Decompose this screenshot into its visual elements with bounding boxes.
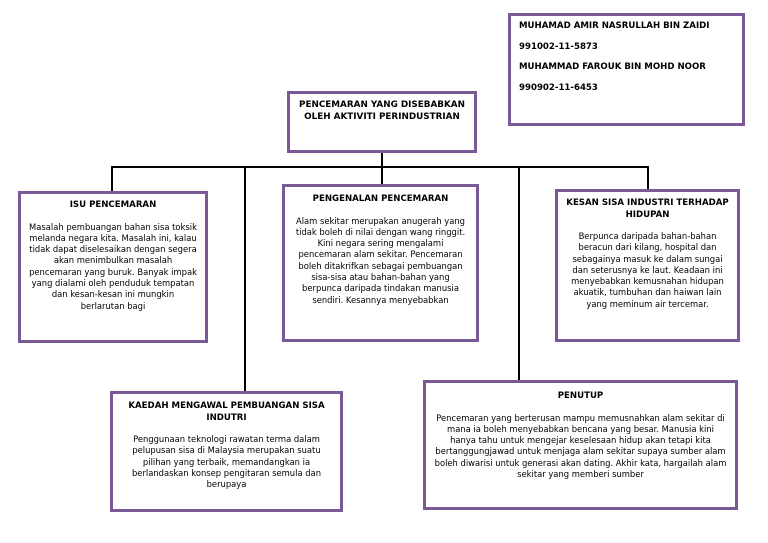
student-name-2: MUHAMMAD FAROUK BIN MOHD NOOR [519,62,706,72]
student-names-box [508,13,745,126]
student-id-2: 990902-11-6453 [519,82,598,93]
kaedah-mengawal-box [110,391,343,512]
penutup-title: PENUTUP [557,391,604,401]
pengenalan-pencemaran-text: Alam sekitar merupakan anugerah yang tidak boleh di nilai dengan wang ringgit. Kini negara sering mengalami pencemaran alam sekitar. Pencemaran boleh ditakrifkan sebagai pembuangan sisa-sisa atau bahan-bahan yang berpunca daripada tindakan manusia sendiri. Kesannya menyebabkan [295,215,466,305]
kaedah-mengawal-title: KAEDAH MENGAWAL PEMBUANGAN SISA INDUTRI [128,401,325,423]
isu-pencemaran-text: Masalah pembuangan bahan sisa toksik melanda negara kita. Masalah ini, kalau tidak dapat diselesaikan dengan segera akan menimbulkan masalah pencemaran yang buruk. Banyak impak yang dialami oleh penduduk tempatan dan kesan-kesan ini mungkin berlarutan bagi [29,221,197,311]
connector-horizontal [111,166,649,168]
kesan-sisa-industri-box [555,189,740,342]
penutup-text: Pencemaran yang berterusan mampu memusnahkan alam sekitar di mana ia boleh menyebabkan bencana yang besar. Manusia kini hanya tahu untuk mengejar keselesaan hidup akan tetapi kita bertanggungjawad untuk menjaga alam sekitar supaya sumber alam boleh diwarisi untuk generasi akan dating. Akhir kata, hargailah alam sekitar yang memberi sumber [434,412,727,479]
connector-kaedah [244,166,246,391]
penutup-box [423,380,738,510]
connector-penutup [518,166,520,380]
connector-isu [111,166,113,191]
isu-pencemaran-box [18,191,208,343]
connector-pengenalan [381,166,383,184]
main-topic-title: PENCEMARAN YANG DISEBABKAN OLEH AKTIVITI PERINDUSTRIAN [299,100,465,122]
connector-main-down [381,153,383,167]
student-name-1: MUHAMAD AMIR NASRULLAH BIN ZAIDI [519,21,710,31]
isu-pencemaran-title: ISU PENCEMARAN [69,200,157,210]
connector-kesan [647,166,649,189]
pengenalan-pencemaran-box [282,184,479,342]
student-id-1: 991002-11-5873 [519,41,598,52]
kaedah-mengawal-text: Penggunaan teknologi rawatan terma dalam pelupusan sisa di Malaysia merupakan suatu pilihan yang terbaik, memandangkan ia berlandaskan konsep pengitaran semula dan berupaya [131,434,321,490]
main-topic-box [287,91,477,153]
pengenalan-pencemaran-title: PENGENALAN PENCEMARAN [312,194,449,204]
kesan-sisa-industri-title: KESAN SISA INDUSTRI TERHADAP HIDUPAN [566,198,729,220]
kesan-sisa-industri-text: Berpunca daripada bahan-bahan beracun dari kilang, hospital dan sebagainya masuk ke dalam sungai dan seterusnya ke laut. Keadaan ini menyebabkan kemusnahan hidupan akuatik, tumbuhan dan haiwan lain yang meminum air tercemar. [571,231,724,309]
